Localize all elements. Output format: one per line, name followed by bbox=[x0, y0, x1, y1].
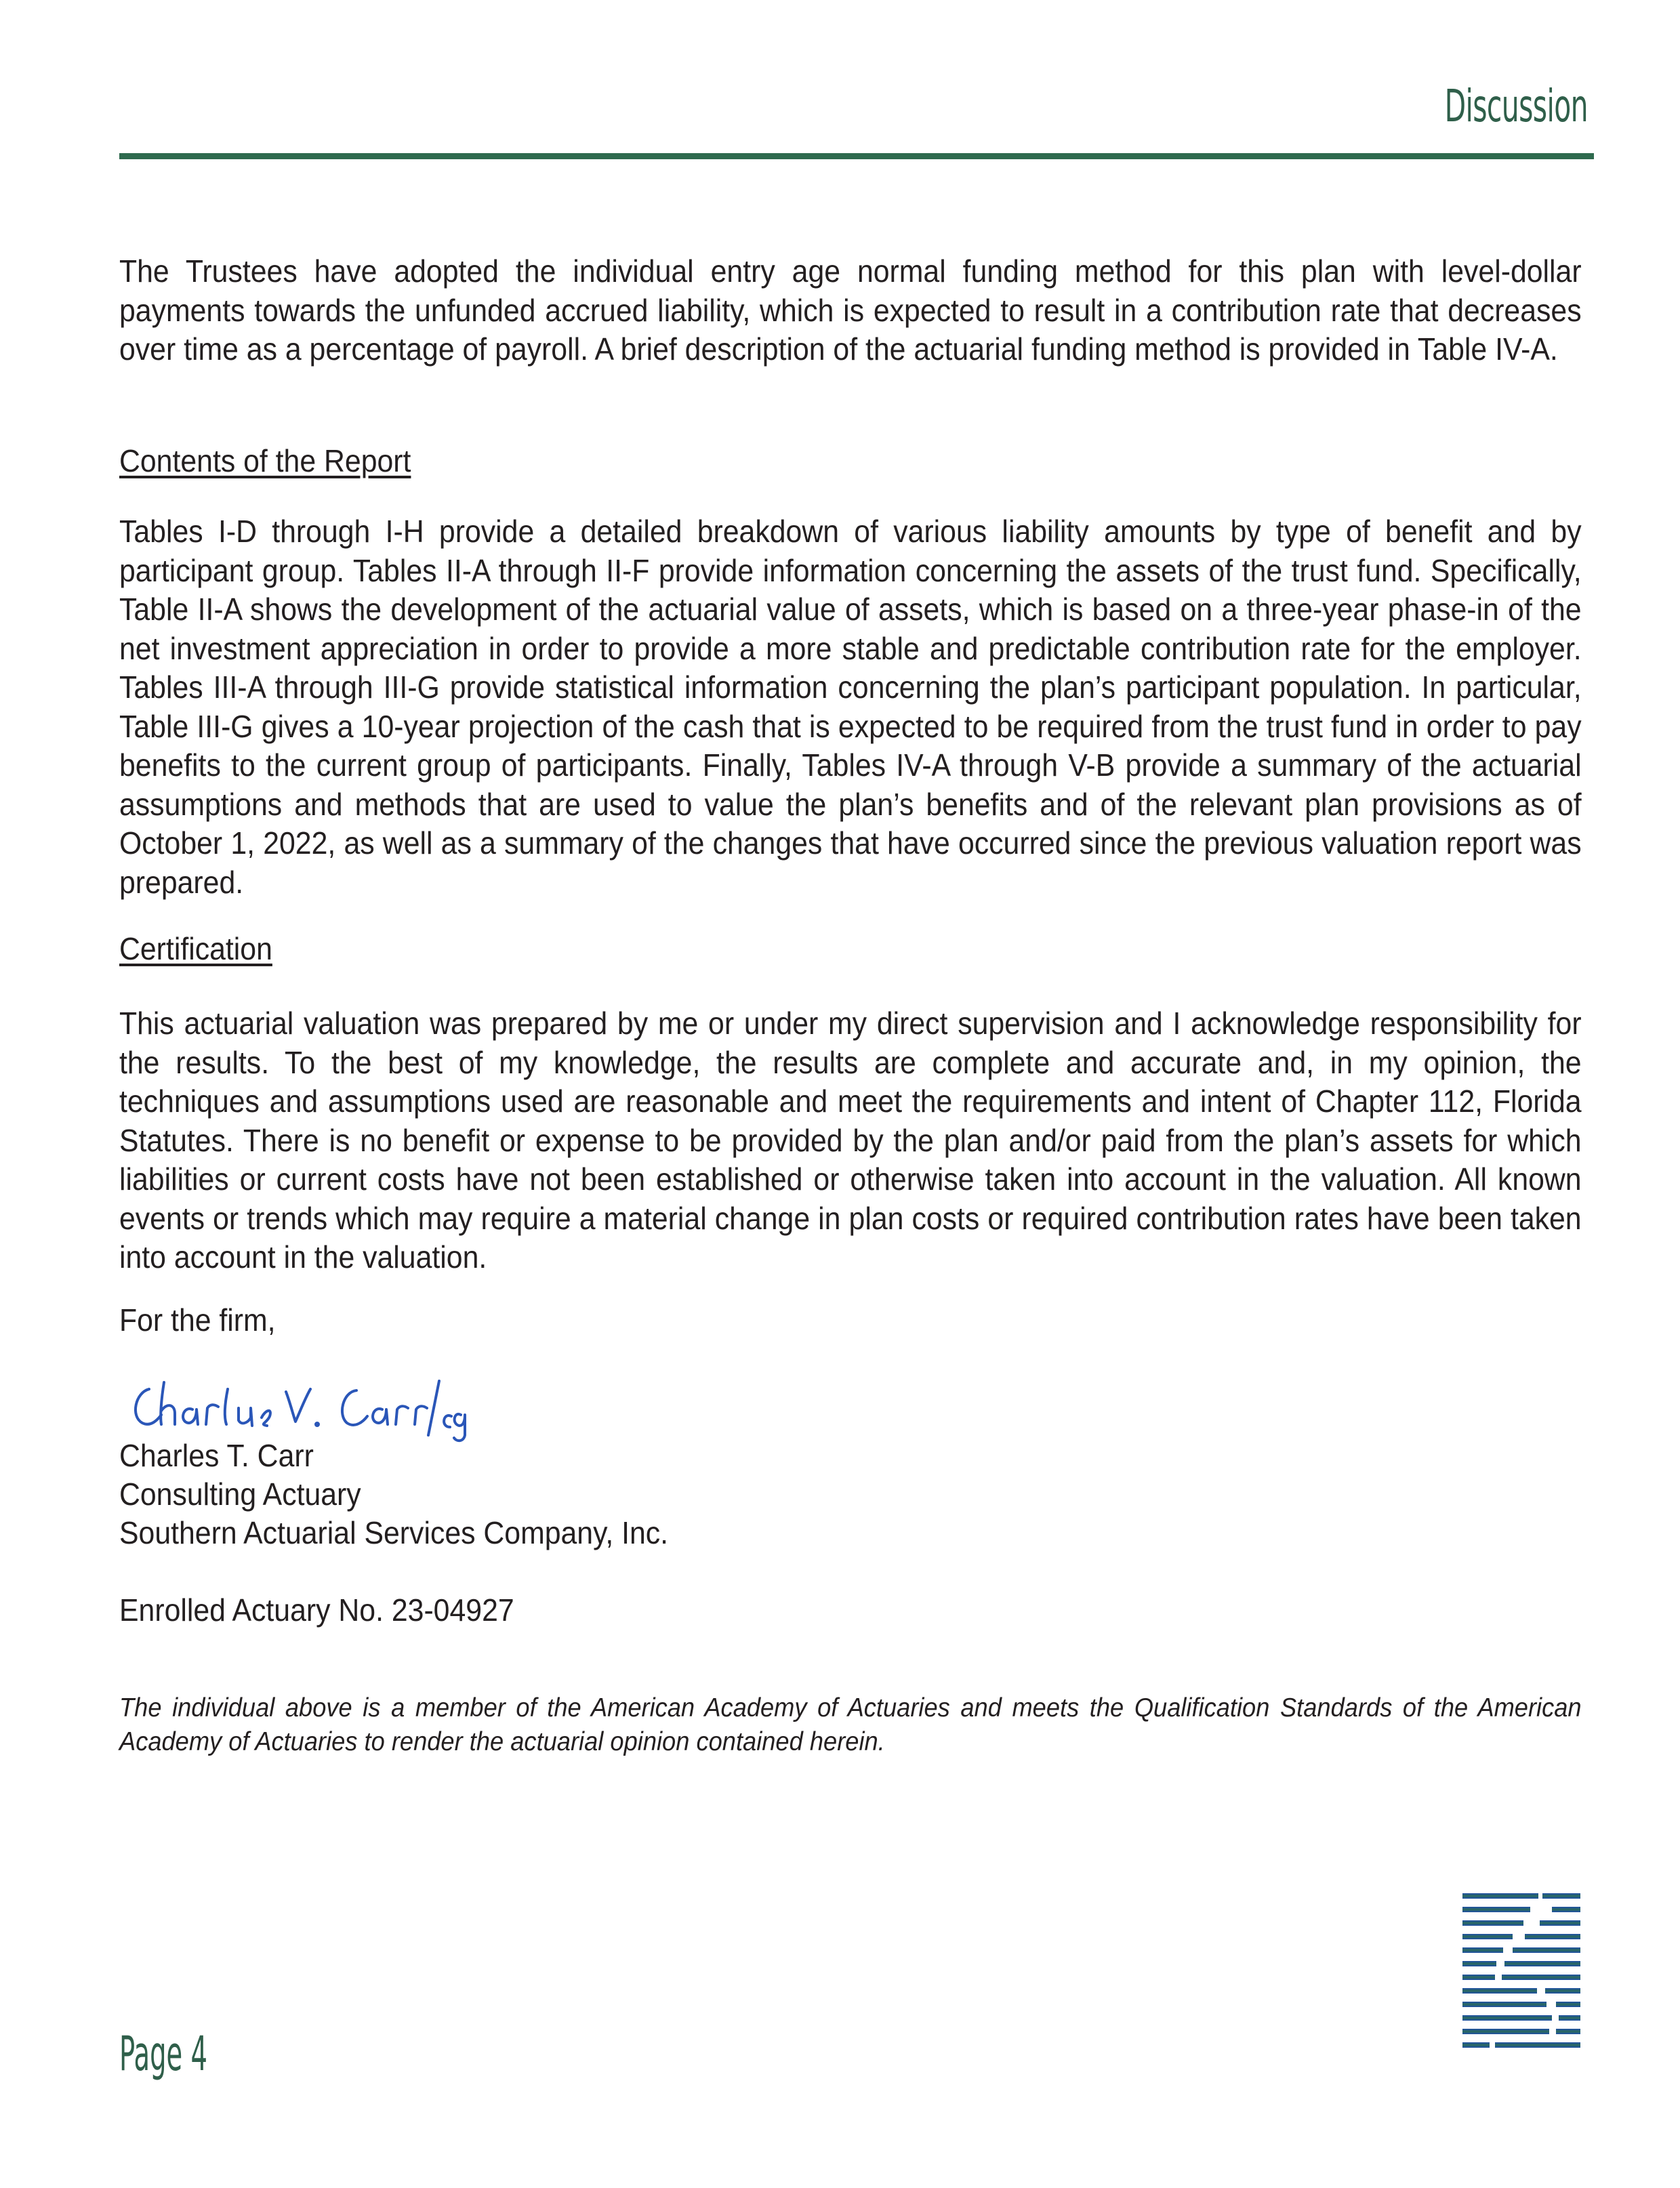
salutation: For the firm, bbox=[119, 1302, 276, 1338]
enrollment-number: Enrolled Actuary No. 23-04927 bbox=[119, 1592, 514, 1628]
certification-paragraph: This actuarial valuation was prepared by me or under my direct supervision and I acknowledge responsibility for the results. To the best of my knowledge, the results are complete and accurate and, in my opinion, the techniques and assumptions used are reasonable and meet the requirements and intent of Chapter 112, Florida Statutes. There is no benefit or expense to be provided by the plan and/or paid from the plan’s assets for which liabilities or current costs have not been established or otherwise taken into account in the valuation. All known events or trends which may require a material change in plan costs or required contribution rates have been taken into account in the valuation. bbox=[119, 1006, 1582, 1275]
page-section-title: Discussion bbox=[1444, 80, 1588, 132]
intro-paragraph: The Trustees have adopted the individual entry age normal funding method for this plan with level-dollar payments towards the unfunded accrued liability, which is expected to result in a contribution rate that decreases over time as a percentage of payroll. A brief description of the actuarial funding method is provided in Table IV-A. bbox=[119, 253, 1582, 367]
southern-actuarial-logo bbox=[1457, 1891, 1586, 2060]
qualification-disclaimer: The individual above is a member of the American Academy of Actuaries and meets the Qualification Standards of the American Academy of Actuaries to render the actuarial opinion contained herein. bbox=[119, 1693, 1582, 1756]
certification-heading: Certification bbox=[119, 931, 272, 966]
handwritten-signature bbox=[122, 1362, 474, 1443]
signer-role: Consulting Actuary bbox=[119, 1477, 361, 1512]
signer-name: Charles T. Carr bbox=[119, 1438, 314, 1473]
header-divider bbox=[119, 153, 1594, 159]
contents-heading: Contents of the Report bbox=[119, 443, 411, 478]
page-number: Page 4 bbox=[119, 2026, 207, 2082]
contents-paragraph: Tables I-D through I-H provide a detailed breakdown of various liability amounts by type of benefit and by participant group. Tables II-A through II-F provide information concerning the assets of the trust fund. Specifically, Table II-A shows the development of the actuarial value of assets, which is based on a three-year phase-in of the net investment appreciation in order to provide a more stable and predictable contribution rate for the employer. Tables III-A through III-G provide statistical information concerning the plan’s participant population. In particular, Table III-G gives a 10-year projection of the cash that is expected to be required from the trust fund in order to pay benefits to the current group of participants. Finally, Tables IV-A through V-B provide a summary of the actuarial assumptions and methods that are used to value the plan’s benefits and of the relevant plan provisions as of October 1, 2022, as well as a summary of the changes that have occurred since the previous valuation report was prepared. bbox=[119, 514, 1582, 900]
company-name: Southern Actuarial Services Company, Inc. bbox=[119, 1515, 669, 1550]
